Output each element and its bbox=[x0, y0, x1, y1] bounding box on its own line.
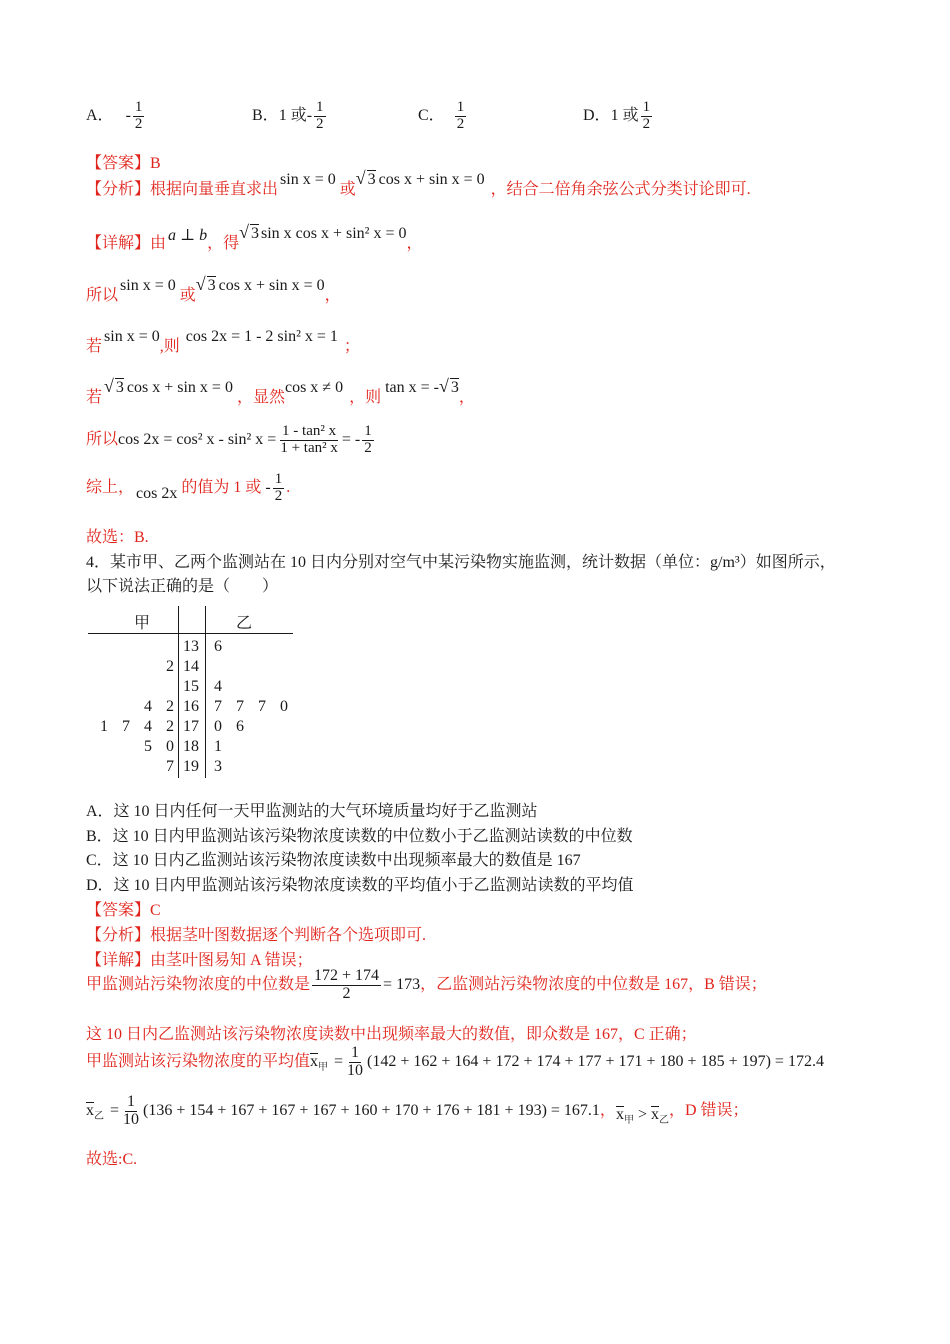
semicolon: ； bbox=[343, 338, 360, 355]
q3-line-cos2x bbox=[86, 424, 376, 457]
sqrt-sign: √ bbox=[195, 274, 206, 294]
math-cos2x: cos 2x = 1 - 2 sin² x = 1 bbox=[185, 328, 338, 345]
frac-den: 2 bbox=[342, 984, 351, 1002]
xbar: x bbox=[86, 1101, 94, 1119]
frac-num: 1 bbox=[351, 1044, 360, 1061]
comma: ， bbox=[406, 235, 423, 252]
plot-header-rule bbox=[88, 633, 293, 634]
right-leaves: 0 6 bbox=[214, 718, 244, 735]
frac-num: 1 bbox=[642, 99, 651, 115]
sub-jia: 甲 bbox=[623, 1115, 634, 1127]
sqrt-three: 3 bbox=[450, 379, 459, 396]
frac-den: 2 bbox=[364, 439, 372, 456]
option-d bbox=[583, 100, 654, 133]
label-suoyi: 所以 bbox=[86, 430, 119, 448]
frac-num: 1 bbox=[364, 423, 372, 439]
eq: = bbox=[334, 1052, 344, 1070]
frac-den: 2 bbox=[134, 115, 143, 132]
frac-den: 2 bbox=[316, 115, 324, 132]
right-leaves: 7 7 7 0 bbox=[214, 698, 288, 715]
frac-num: 1 bbox=[134, 99, 143, 115]
q4-option-d: D．这 10 日内甲监测站该污染物浓度读数的平均值小于乙监测站读数的平均值 bbox=[86, 877, 634, 894]
analysis-or: 或 bbox=[339, 181, 356, 198]
q4-analysis: 【分析】根据茎叶图数据逐个判断各个选项即可. bbox=[86, 927, 427, 944]
mean-a-label: 甲监测站该污染物浓度的平均值 bbox=[86, 1052, 311, 1070]
sqrt-three: 3 bbox=[367, 171, 376, 188]
left-leaves: 1 7 4 2 bbox=[100, 718, 174, 735]
math-eq: = - bbox=[341, 430, 361, 448]
left-leaves: 7 bbox=[166, 758, 174, 775]
median-a-label: 甲监测站污染物浓度的中位数是 bbox=[86, 975, 311, 993]
sub-yi: 乙 bbox=[658, 1115, 669, 1127]
sub-jia: 甲 bbox=[318, 1062, 329, 1074]
right-leaves: 1 bbox=[214, 738, 222, 755]
math-sinx0: sin x = 0 bbox=[280, 171, 336, 188]
sqrt-three: 3 bbox=[115, 379, 124, 396]
plot-divider-left bbox=[178, 606, 179, 778]
label-ze: ，则 bbox=[349, 389, 382, 406]
q4-stem-line2: 以下说法正确的是（ ） bbox=[86, 578, 279, 595]
mean-a-sum: (142 + 162 + 164 + 172 + 174 + 177 + 171 + 180 + 185 + 197) = 172.4 bbox=[367, 1052, 824, 1070]
median-eq: = 173 bbox=[383, 975, 421, 993]
q3-answer: 【答案】B bbox=[86, 155, 161, 172]
math-sinx0: sin x = 0 bbox=[104, 328, 160, 345]
option-letter: B． bbox=[252, 106, 279, 124]
q4-option-b: B．这 10 日内甲监测站该污染物浓度读数的中位数小于乙监测站读数的中位数 bbox=[86, 828, 633, 845]
math-eq: cos x + sin x = 0 bbox=[378, 171, 485, 188]
xbar: x bbox=[615, 1105, 624, 1123]
period: . bbox=[286, 478, 291, 496]
q4-mean-b-line bbox=[86, 1094, 749, 1129]
frac-den: 1 + tan² x bbox=[280, 439, 338, 456]
q3-line-summary bbox=[86, 472, 290, 505]
option-fraction bbox=[641, 100, 653, 133]
q4-mean-a-line bbox=[86, 1045, 824, 1080]
right-leaves: 3 bbox=[214, 758, 222, 775]
option-pre: 1 或 bbox=[610, 106, 639, 124]
math-eq: cos x + sin x = 0 bbox=[126, 379, 233, 396]
frac-den: 2 bbox=[456, 115, 465, 132]
math-cos2x-expr: cos 2x = cos² x - sin² x = bbox=[118, 430, 277, 448]
left-leaves: 2 bbox=[166, 658, 174, 675]
option-b bbox=[252, 100, 328, 133]
analysis-label: 【分析】根据向量垂直求出 bbox=[86, 181, 279, 198]
math-cos2x: cos 2x bbox=[136, 484, 178, 502]
q4-option-a: A．这 10 日内任何一天甲监测站的大气环境质量均好于乙监测站 bbox=[86, 803, 538, 820]
median-b: ，乙监测站污染物浓度的中位数是 167，B 错误； bbox=[420, 975, 767, 993]
detail-label: 【详解】由 bbox=[86, 235, 167, 252]
stem-value: 15 bbox=[183, 678, 199, 695]
label-ze: ,则 bbox=[159, 338, 180, 355]
plot-divider-right bbox=[205, 606, 206, 778]
stem-value: 16 bbox=[183, 698, 199, 715]
q4-mode-line: 这 10 日内乙监测站该污染物浓度读数中出现频率最大的数值，即众数是 167，C 正确； bbox=[86, 1026, 697, 1043]
q3-line-suoyi bbox=[86, 274, 341, 305]
half-fraction bbox=[273, 472, 285, 505]
q4-option-c: C．这 10 日内乙监测站该污染物浓度读数中出现频率最大的数值是 167 bbox=[86, 852, 581, 869]
d-wrong: ，D 错误； bbox=[668, 1101, 749, 1119]
frac-den: 10 bbox=[123, 1110, 140, 1128]
q3-detail bbox=[86, 222, 423, 253]
option-pre: 1 或 bbox=[278, 106, 307, 124]
label-xianran: ，显然 bbox=[236, 389, 285, 406]
left-leaves: 4 2 bbox=[144, 698, 174, 715]
label-zhiwei: 的值为 1 或 bbox=[181, 478, 262, 496]
tan-fraction bbox=[278, 424, 340, 457]
tenth-fraction bbox=[345, 1045, 365, 1080]
option-fraction bbox=[455, 100, 467, 133]
frac-num: 1 bbox=[274, 471, 283, 487]
option-letter: A． bbox=[86, 106, 114, 124]
sqrt-three: 3 bbox=[250, 225, 259, 242]
stem-leaf-plot bbox=[88, 606, 298, 781]
q4-stem-line1: 4．某市甲、乙两个监测站在 10 日内分别对空气中某污染物实施监测，统计数据（单位：g/m³）如图所示， bbox=[86, 554, 836, 571]
plot-header-yi: 乙 bbox=[236, 615, 253, 632]
option-fraction bbox=[314, 100, 326, 133]
label-ruo: 若 bbox=[86, 338, 103, 355]
stem-value: 19 bbox=[183, 758, 199, 775]
math-eq: sin x cos x + sin² x = 0 bbox=[260, 225, 407, 242]
sqrt-sign: √ bbox=[355, 168, 366, 188]
math-perp: a ⊥ b bbox=[168, 227, 208, 244]
frac-den: 2 bbox=[642, 115, 651, 132]
frac-num: 1 bbox=[316, 99, 324, 115]
math-minus: - bbox=[265, 478, 271, 496]
stem-value: 13 bbox=[183, 638, 199, 655]
comma: ， bbox=[458, 389, 475, 406]
gt: > bbox=[637, 1105, 647, 1123]
label-or: 或 bbox=[179, 287, 196, 304]
q4-median-line bbox=[86, 968, 767, 1003]
median-fraction bbox=[312, 968, 381, 1003]
detail-de: ，得 bbox=[207, 235, 240, 252]
tenth-fraction bbox=[121, 1094, 141, 1129]
math-sinx0: sin x = 0 bbox=[120, 277, 176, 294]
frac-num: 1 bbox=[456, 99, 465, 115]
label-ruo: 若 bbox=[86, 389, 103, 406]
xbar: x bbox=[650, 1105, 659, 1123]
frac-num: 1 bbox=[127, 1093, 136, 1110]
xbar: x bbox=[310, 1052, 319, 1070]
sqrt-sign: √ bbox=[239, 222, 249, 242]
stem-value: 14 bbox=[183, 658, 199, 675]
q3-choice: 故选：B. bbox=[86, 529, 149, 546]
frac-num: 1 - tan² x bbox=[282, 423, 337, 439]
frac-den: 10 bbox=[347, 1061, 364, 1079]
comma: ， bbox=[324, 287, 341, 304]
math-eq: cos x + sin x = 0 bbox=[218, 277, 325, 294]
option-c bbox=[418, 100, 468, 133]
math-cos-ne: cos x ≠ 0 bbox=[284, 379, 344, 396]
eq: = bbox=[110, 1101, 120, 1119]
sqrt-sign: √ bbox=[439, 376, 449, 396]
option-letter: D． bbox=[583, 106, 611, 124]
q4-answer: 【答案】C bbox=[86, 902, 161, 919]
option-fraction bbox=[133, 100, 145, 133]
left-leaves: 5 0 bbox=[144, 738, 174, 755]
option-sign: - bbox=[306, 106, 313, 124]
sqrt-sign: √ bbox=[104, 376, 114, 396]
label-suoyi: 所以 bbox=[86, 287, 119, 304]
right-leaves: 4 bbox=[214, 678, 222, 695]
sub-yi: 乙 bbox=[94, 1111, 104, 1123]
stem-value: 17 bbox=[183, 718, 199, 735]
mean-b-sum: (136 + 154 + 167 + 167 + 167 + 160 + 170 + 176 + 181 + 193) = 167.1 bbox=[143, 1101, 600, 1119]
frac-num: 172 + 174 bbox=[314, 967, 380, 984]
q3-analysis bbox=[86, 168, 751, 199]
q3-line-ruo-1 bbox=[86, 328, 360, 356]
q3-line-ruo-2 bbox=[86, 376, 475, 407]
q4-choice: 故选:C. bbox=[86, 1151, 138, 1168]
option-sign: - bbox=[125, 106, 131, 124]
analysis-tail: ，结合二倍角余弦公式分类讨论即可. bbox=[490, 181, 751, 198]
plot-header-jia: 甲 bbox=[134, 615, 151, 632]
right-leaves: 6 bbox=[214, 638, 222, 655]
comma: ， bbox=[599, 1101, 616, 1119]
option-a bbox=[86, 100, 146, 133]
option-letter: C． bbox=[418, 106, 445, 124]
half-fraction bbox=[362, 424, 374, 457]
math-tan: tan x = - bbox=[385, 379, 439, 396]
frac-den: 2 bbox=[274, 487, 283, 504]
stem-value: 18 bbox=[183, 738, 199, 755]
label-zongshang: 综上， bbox=[86, 478, 135, 496]
q4-detail: 【详解】由茎叶图易知 A 错误； bbox=[86, 952, 313, 969]
sqrt-three: 3 bbox=[207, 277, 216, 294]
